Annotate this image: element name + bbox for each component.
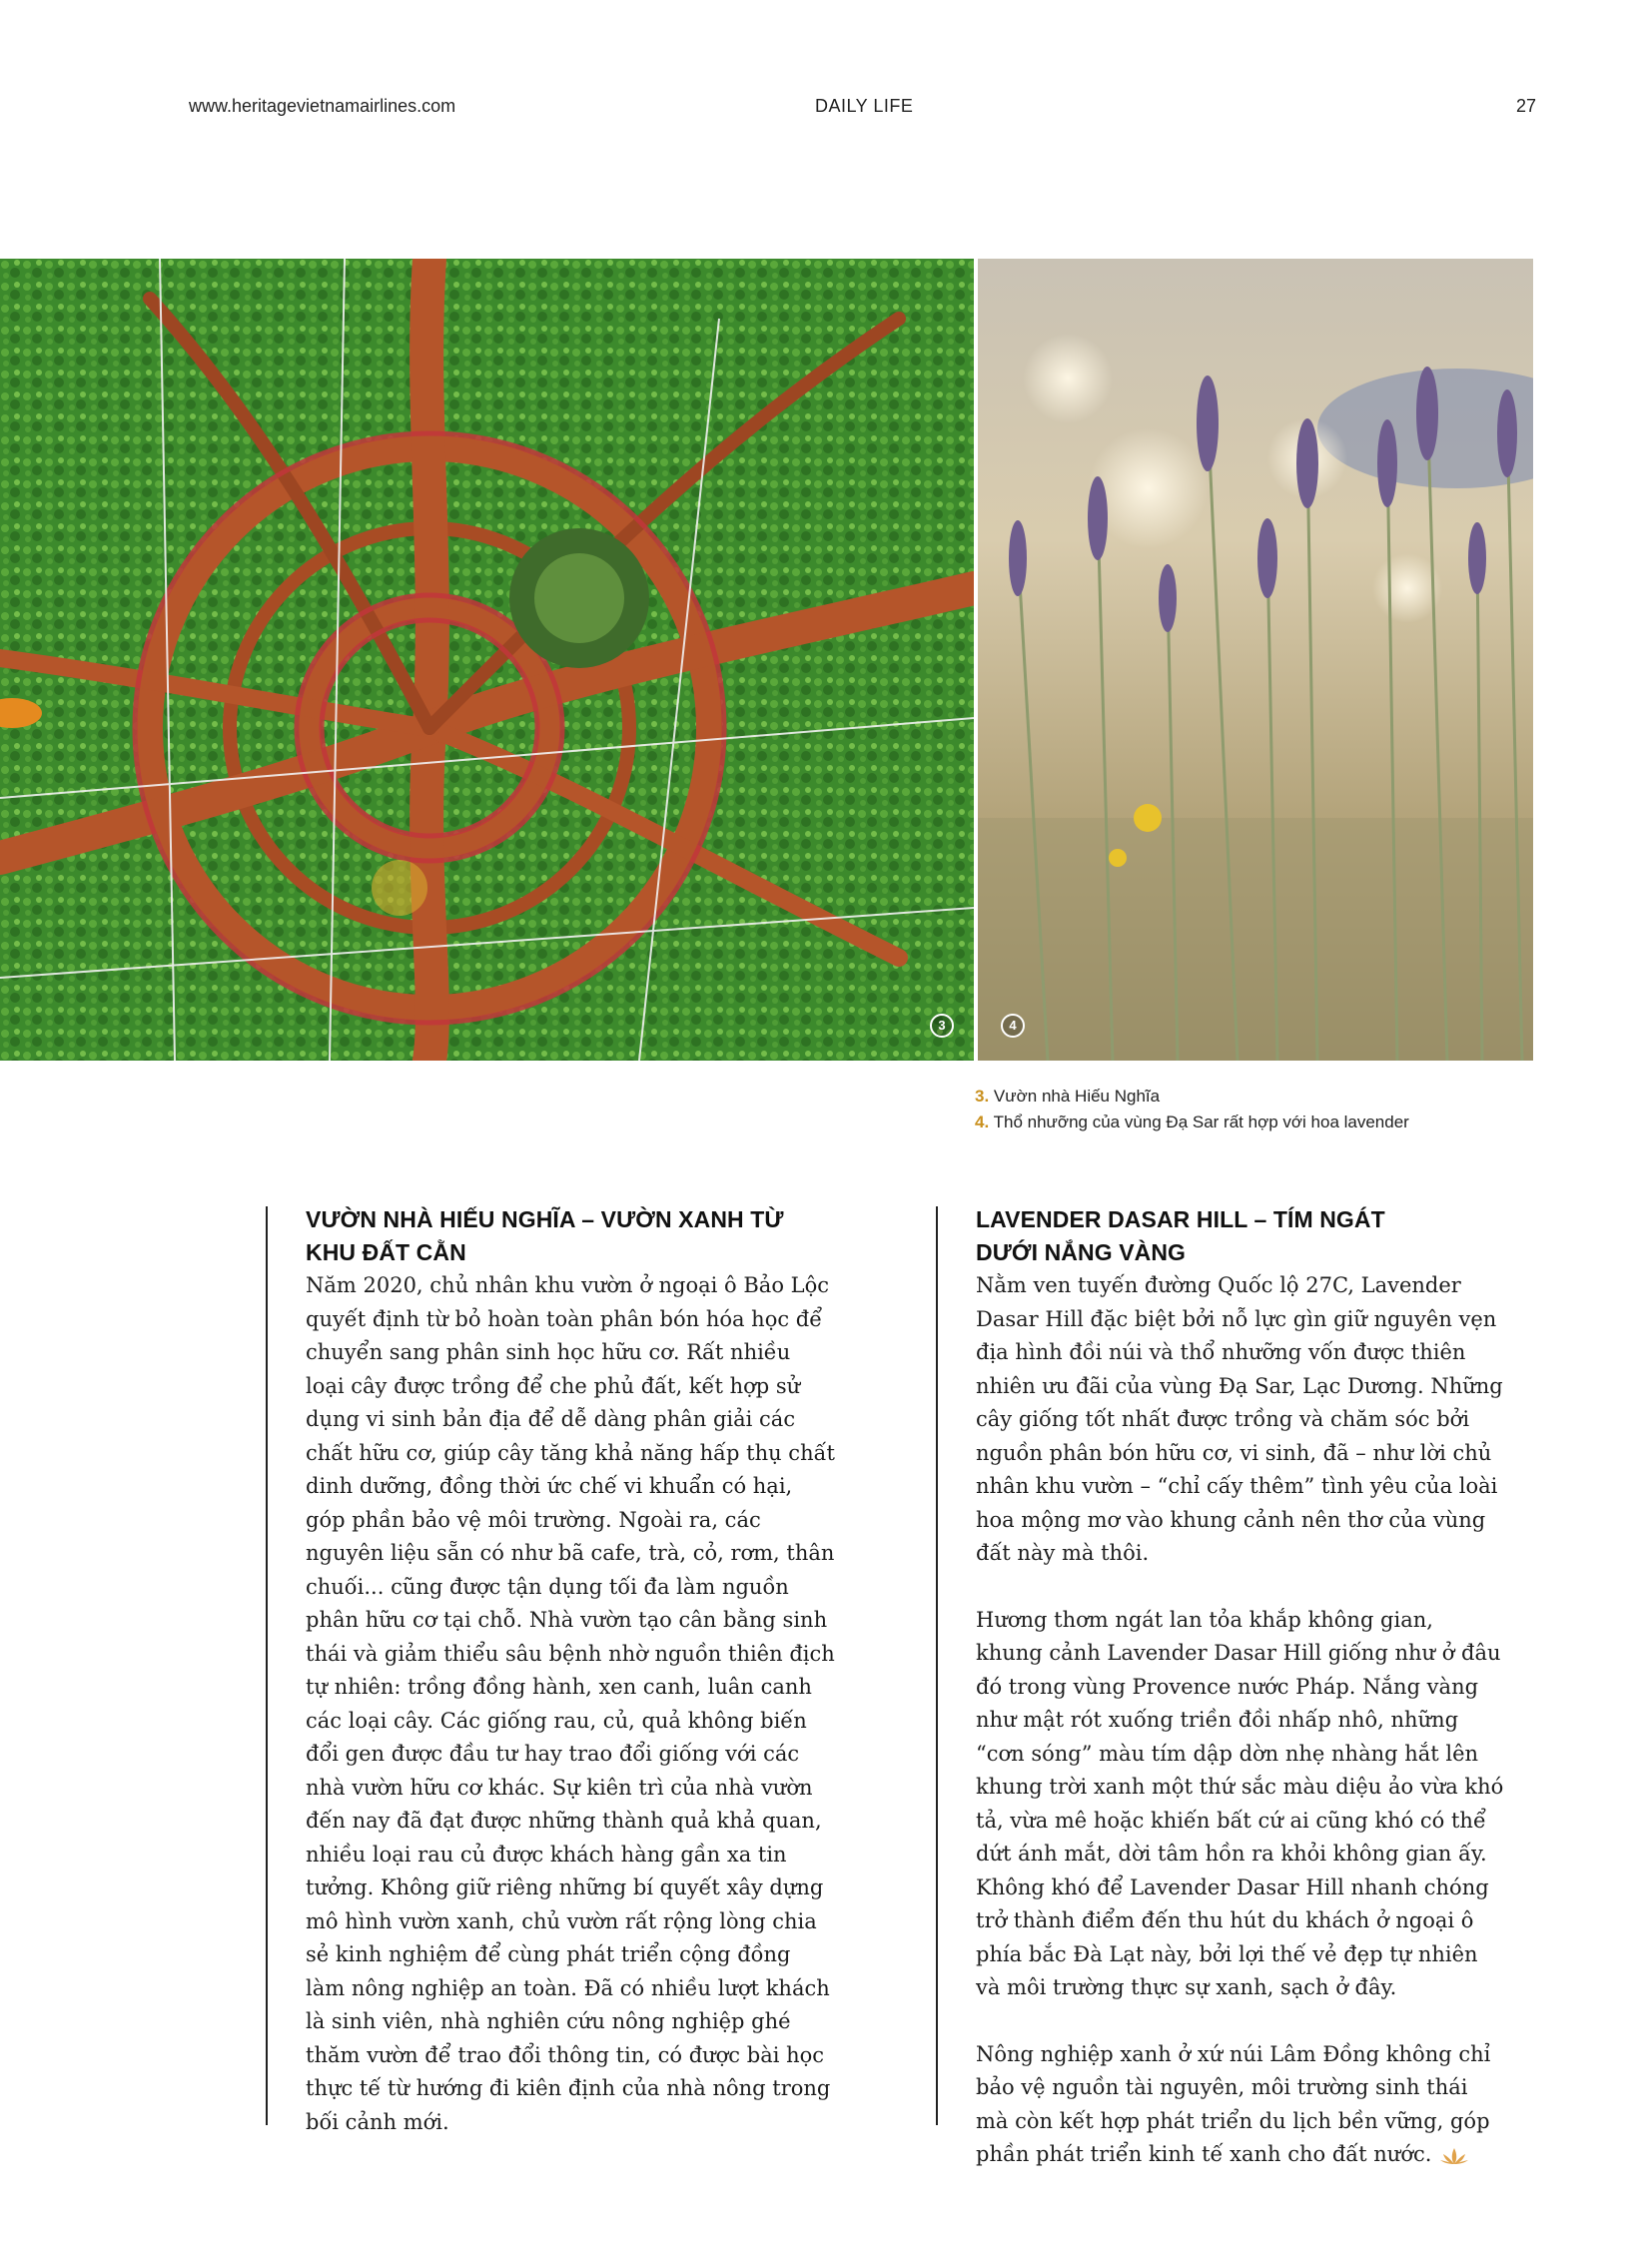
article-body: Năm 2020, chủ nhân khu vườn ở ngoại ô Bảo Lộc quyết định từ bỏ hoàn toàn phân bón hóa học để chuyển sang phân sinh học hữu cơ. Rất nhiều loại cây được trồng để che phủ đất, kết hợp sử dụng vi sinh bản địa để dễ dàng phân giải các chất hữu cơ, giúp cây tăng khả năng hấp thụ chất dinh dưỡng, đồng thời ức chế vi khuẩn có hại, góp phần bảo vệ môi trường. Ngoài ra, các nguyên liệu sẵn có như bã cafe, trà, cỏ, rơm, thân chuối... cũng được tận dụng tối đa làm nguồn phân hữu cơ tại chỗ. Nhà vườn tạo cân bằng sinh thái và giảm thiểu sâu bệnh nhờ nguồn thiên địch tự nhiên: trồng đồng hành, xen canh, luân canh các loại cây. Các giống rau, củ, quả không biến đổi gen được đầu tư hay trao đổi giống với các nhà vườn hữu cơ khác. Sự kiên trì của nhà vườn đến nay đã đạt được những thành quả khả quan, nhiều loại rau củ được khách hàng gần xa tin tưởng. Không giữ riêng những bí quyết xây dựng mô hình vườn xanh, chủ vườn rất rộng lòng chia sẻ kinh nghiệm để cùng phát triển cộng đồng làm nông nghiệp an toàn. Đã có nhiều lượt khách là sinh viên, nhà nghiên cứu nông nghiệp ghé thăm vườn để trao đổi thông tin, có được bài học thực tế từ hướng đi kiên định của nhà nông trong bối cảnh mới. xyxy=(306,1273,835,2134)
page-header xyxy=(0,96,1652,120)
caption-number: 4. xyxy=(975,1113,990,1131)
heading-line: LAVENDER DASAR HILL – TÍM NGÁT xyxy=(976,1206,1385,1232)
photo-number-badge: 3 xyxy=(930,1014,954,1038)
column-divider xyxy=(936,1206,938,2125)
heading-line: VƯỜN NHÀ HIẾU NGHĨA – VƯỜN XANH TỪ xyxy=(306,1206,784,1232)
column-divider xyxy=(266,1206,268,2125)
photo-aerial-garden xyxy=(0,259,974,1061)
caption-text: Vườn nhà Hiếu Nghĩa xyxy=(993,1087,1161,1106)
photo-captions xyxy=(975,1084,1409,1135)
article-paragraph: Nằm ven tuyến đường Quốc lộ 27C, Lavender Dasar Hill đặc biệt bởi nỗ lực gìn giữ nguyên vẹn địa hình đồi núi và thổ nhưỡng vốn được thiên nhiên ưu đãi của vùng Đạ Sar, Lạc Dương. Những cây giống tốt nhất được trồng và chăm sóc bởi nguồn phân bón hữu cơ, vi sinh, đã – như lời chủ nhân khu vườn – “chỉ cấy thêm” tình yêu của loài hoa mộng mơ vào khung cảnh nên thơ của vùng đất này mà thôi. xyxy=(976,1273,1503,1565)
caption-number: 3. xyxy=(975,1087,990,1106)
article-left xyxy=(306,1203,835,2139)
article-paragraph-final xyxy=(976,2038,1505,2172)
photo-number-badge: 4 xyxy=(1001,1014,1025,1038)
caption-4 xyxy=(975,1110,1409,1135)
lavender-illustration xyxy=(978,259,1533,1061)
paragraph-text: Nông nghiệp xanh ở xứ núi Lâm Đồng không chỉ bảo vệ nguồn tài nguyên, môi trường sinh thái mà còn kết hợp phát triển du lịch bền vững, góp phần phát triển kinh tế xanh cho đất nước. xyxy=(976,2041,1491,2166)
photo-lavender xyxy=(978,259,1533,1061)
caption-text: Thổ nhưỡng của vùng Đạ Sar rất hợp với hoa lavender xyxy=(993,1113,1409,1131)
aerial-garden-illustration xyxy=(0,259,974,1061)
article-paragraph: Hương thơm ngát lan tỏa khắp không gian, khung cảnh Lavender Dasar Hill giống như ở đâu đó trong vùng Provence nước Pháp. Nắng vàng như mật rót xuống triền đồi nhấp nhô, những “cơn sóng” màu tím dập dờn nhẹ nhàng hắt lên khung trời xanh một thứ sắc màu diệu ảo vừa khó tả, vừa mê hoặc khiến bất cứ ai cũng khó có thể dứt ánh mắt, dời tâm hồn ra khỏi không gian ấy. Không khó để Lavender Dasar Hill nhanh chóng trở thành điểm đến thu hút du khách ở ngoại ô phía bắc Đà Lạt này, bởi lợi thế vẻ đẹp tự nhiên và môi trường thực sự xanh, sạch ở đây. xyxy=(976,1607,1504,1999)
section-label: DAILY LIFE xyxy=(815,96,914,116)
lotus-end-icon xyxy=(1439,2146,1469,2166)
website-url[interactable]: www.heritagevietnamairlines.com xyxy=(189,96,456,116)
article-heading xyxy=(306,1203,835,1269)
heading-line: DƯỚI NẮNG VÀNG xyxy=(976,1239,1187,1265)
article-right xyxy=(976,1203,1505,2172)
article-heading xyxy=(976,1203,1505,1269)
page-number: 27 xyxy=(1516,96,1537,116)
caption-3 xyxy=(975,1084,1409,1110)
heading-line: KHU ĐẤT CẰN xyxy=(306,1239,466,1265)
